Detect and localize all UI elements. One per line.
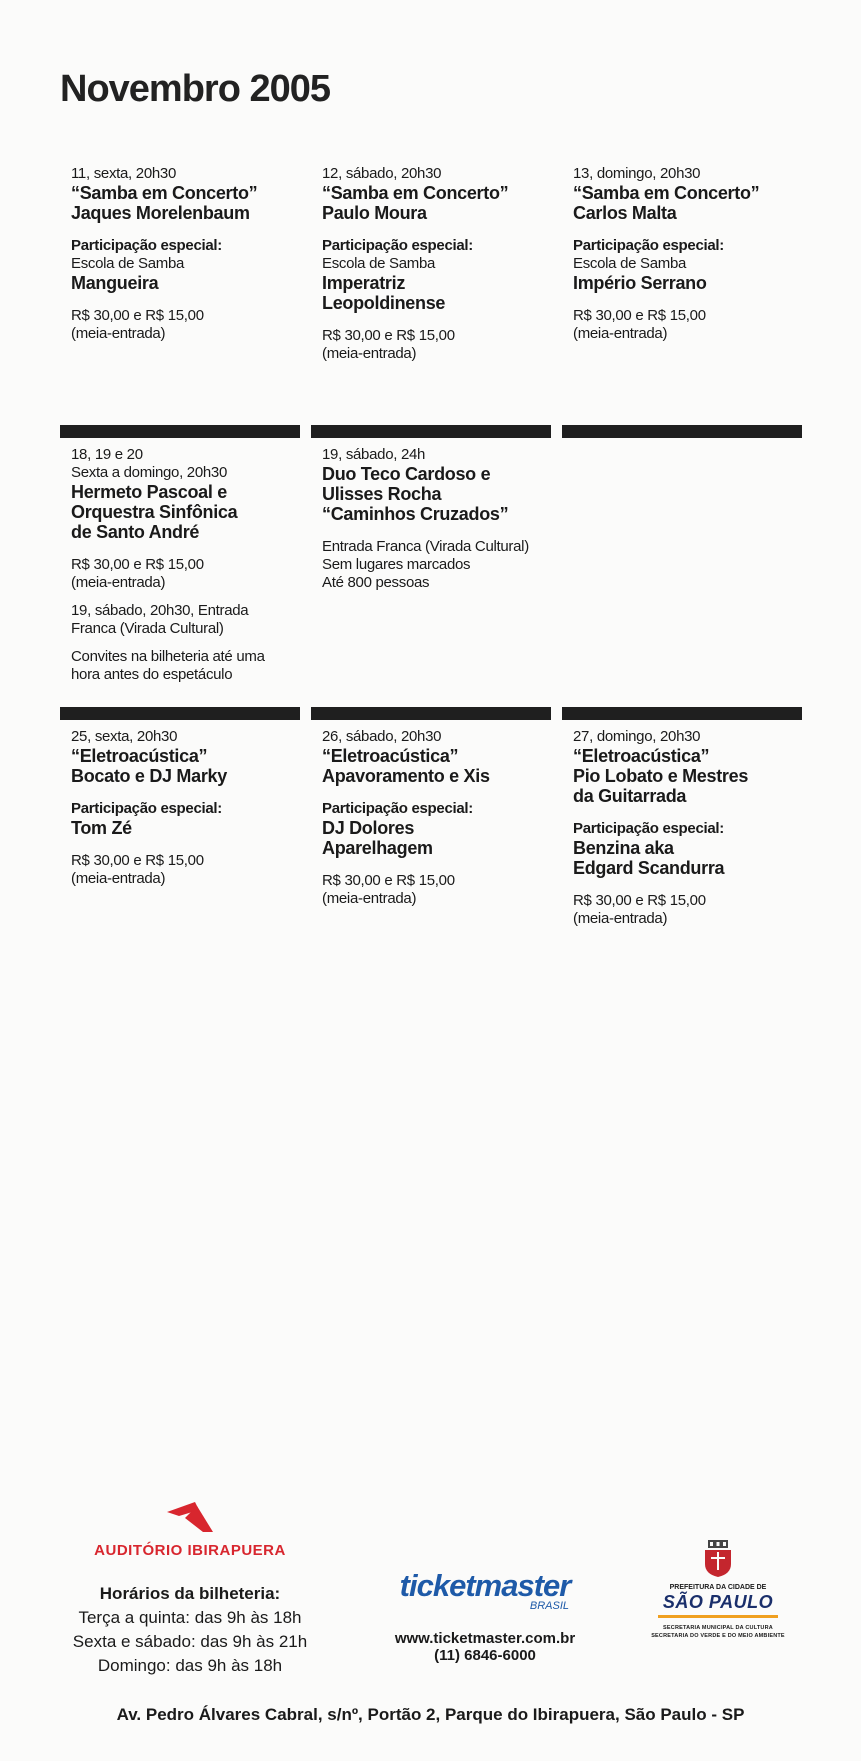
event-artist: da Guitarrada xyxy=(573,786,687,806)
event-artist: Duo Teco Cardoso e xyxy=(322,464,491,484)
price: R$ 30,00 e R$ 15,00 xyxy=(322,327,455,344)
event-date-2: Sexta a domingo, 20h30 xyxy=(71,464,228,481)
city-crest-icon xyxy=(701,1540,735,1578)
special-name: Imperatriz xyxy=(322,273,406,293)
special-pre: Escola de Samba xyxy=(322,255,436,272)
hours-line: Terça a quinta: das 9h às 18h xyxy=(78,1608,302,1627)
price: R$ 30,00 e R$ 15,00 xyxy=(71,852,204,869)
divider-bar xyxy=(60,425,300,438)
divider-bar xyxy=(311,425,551,438)
special-name: Edgard Scandurra xyxy=(573,858,725,878)
event-artist: Paulo Moura xyxy=(322,203,427,223)
hours-title: Horários da bilheteria: xyxy=(99,1584,281,1603)
event-artist: “Caminhos Cruzados” xyxy=(322,504,509,524)
special-label: Participação especial: xyxy=(71,237,222,254)
event-title: “Eletroacústica” xyxy=(71,746,208,766)
schedule-row-1 xyxy=(60,165,802,363)
special-name: DJ Dolores xyxy=(322,818,415,838)
special-name: Mangueira xyxy=(71,273,159,293)
price: R$ 30,00 e R$ 15,00 xyxy=(573,307,706,324)
venue-address: Av. Pedro Álvares Cabral, s/nº, Portão 2, Parque do Ibirapuera, São Paulo - SP xyxy=(116,1705,745,1724)
special-label: Participação especial: xyxy=(322,800,473,817)
price-note: (meia-entrada) xyxy=(573,910,668,927)
schedule-row-2 xyxy=(60,425,802,684)
ticketmaster-site[interactable]: www.ticketmaster.com.br xyxy=(394,1630,576,1647)
special-label: Participação especial: xyxy=(322,237,473,254)
event-13 xyxy=(562,165,802,363)
extra-note: 19, sábado, 20h30, Entrada xyxy=(71,602,249,619)
divider-bar xyxy=(311,707,551,720)
auditorio-name: AUDITÓRIO IBIRAPUERA xyxy=(94,1542,286,1559)
ticketmaster-block xyxy=(375,1568,595,1664)
sp-prefeitura: PREFEITURA DA CIDADE DE xyxy=(669,1584,767,1591)
divider-bar xyxy=(562,425,802,438)
event-empty xyxy=(562,425,802,684)
box-office-hours xyxy=(50,1582,330,1678)
event-artist: Ulisses Rocha xyxy=(322,484,442,504)
price-note: (meia-entrada) xyxy=(71,574,166,591)
price: R$ 30,00 e R$ 15,00 xyxy=(71,307,204,324)
event-19 xyxy=(311,425,551,684)
price: R$ 30,00 e R$ 15,00 xyxy=(322,872,455,889)
event-27 xyxy=(562,707,802,928)
divider-bar xyxy=(60,707,300,720)
special-label: Participação especial: xyxy=(573,237,724,254)
event-artist: Apavoramento e Xis xyxy=(322,766,490,786)
event-note: Sem lugares marcados xyxy=(322,556,471,573)
event-12 xyxy=(311,165,551,363)
event-title: “Eletroacústica” xyxy=(573,746,710,766)
auditorio-logo xyxy=(70,1500,310,1559)
event-date: 26, sábado, 20h30 xyxy=(322,728,442,745)
event-artist: Jaques Morelenbaum xyxy=(71,203,250,223)
event-18-20 xyxy=(60,425,300,684)
event-artist: Bocato e DJ Marky xyxy=(71,766,227,786)
price-note: (meia-entrada) xyxy=(322,890,417,907)
event-title: “Samba em Concerto” xyxy=(322,183,509,203)
ticketmaster-country: BRASIL xyxy=(529,1600,569,1612)
divider-bar xyxy=(562,707,802,720)
special-name: Benzina aka xyxy=(573,838,674,858)
event-title: “Samba em Concerto” xyxy=(573,183,760,203)
event-26 xyxy=(311,707,551,928)
special-pre: Escola de Samba xyxy=(573,255,687,272)
event-artist: Orquestra Sinfônica xyxy=(71,502,238,522)
event-note: Até 800 pessoas xyxy=(322,574,430,591)
event-date: 27, domingo, 20h30 xyxy=(573,728,701,745)
event-date: 13, domingo, 20h30 xyxy=(573,165,701,182)
extra-note: Franca (Virada Cultural) xyxy=(71,620,224,637)
special-label: Participação especial: xyxy=(71,800,222,817)
footer xyxy=(0,1500,861,1760)
special-name: Leopoldinense xyxy=(322,293,446,313)
event-date: 19, sábado, 24h xyxy=(322,446,426,463)
extra-note: Convites na bilheteria até uma xyxy=(71,648,265,665)
ticketmaster-logo: ticketmaster xyxy=(399,1568,571,1603)
sao-paulo-logo xyxy=(648,1540,788,1640)
event-artist: de Santo André xyxy=(71,522,200,542)
price: R$ 30,00 e R$ 15,00 xyxy=(573,892,706,909)
event-note: Entrada Franca (Virada Cultural) xyxy=(322,538,529,555)
sp-secretaria: SECRETARIA MUNICIPAL DA CULTURA xyxy=(663,1625,773,1631)
event-date: 25, sexta, 20h30 xyxy=(71,728,178,745)
special-name: Império Serrano xyxy=(573,273,707,293)
auditorio-mark-icon xyxy=(165,1500,215,1534)
event-artist: Pio Lobato e Mestres xyxy=(573,766,749,786)
price-note: (meia-entrada) xyxy=(71,870,166,887)
event-title: “Eletroacústica” xyxy=(322,746,459,766)
price-note: (meia-entrada) xyxy=(71,325,166,342)
sp-secretaria: SECRETARIA DO VERDE E DO MEIO AMBIENTE xyxy=(651,1633,785,1639)
special-label: Participação especial: xyxy=(573,820,724,837)
hours-line: Domingo: das 9h às 18h xyxy=(97,1656,283,1675)
event-title: “Samba em Concerto” xyxy=(71,183,258,203)
price: R$ 30,00 e R$ 15,00 xyxy=(71,556,204,573)
event-artist: Hermeto Pascoal e xyxy=(71,482,227,502)
ticketmaster-phone: (11) 6846-6000 xyxy=(434,1647,536,1664)
schedule-row-3 xyxy=(60,707,802,928)
event-date: 11, sexta, 20h30 xyxy=(71,165,177,182)
hours-line: Sexta e sábado: das 9h às 21h xyxy=(72,1632,308,1651)
page-title: Novembro 2005 xyxy=(60,68,331,110)
price-note: (meia-entrada) xyxy=(573,325,668,342)
event-11 xyxy=(60,165,300,363)
sp-underline xyxy=(658,1615,778,1618)
special-pre: Escola de Samba xyxy=(71,255,185,272)
event-25 xyxy=(60,707,300,928)
extra-note: hora antes do espetáculo xyxy=(71,666,233,683)
event-date: 18, 19 e 20 xyxy=(71,446,143,463)
special-name: Tom Zé xyxy=(71,818,132,838)
price-note: (meia-entrada) xyxy=(322,345,417,362)
special-name: Aparelhagem xyxy=(322,838,433,858)
event-artist: Carlos Malta xyxy=(573,203,677,223)
sp-city: SÃO PAULO xyxy=(662,1592,774,1612)
event-date: 12, sábado, 20h30 xyxy=(322,165,442,182)
